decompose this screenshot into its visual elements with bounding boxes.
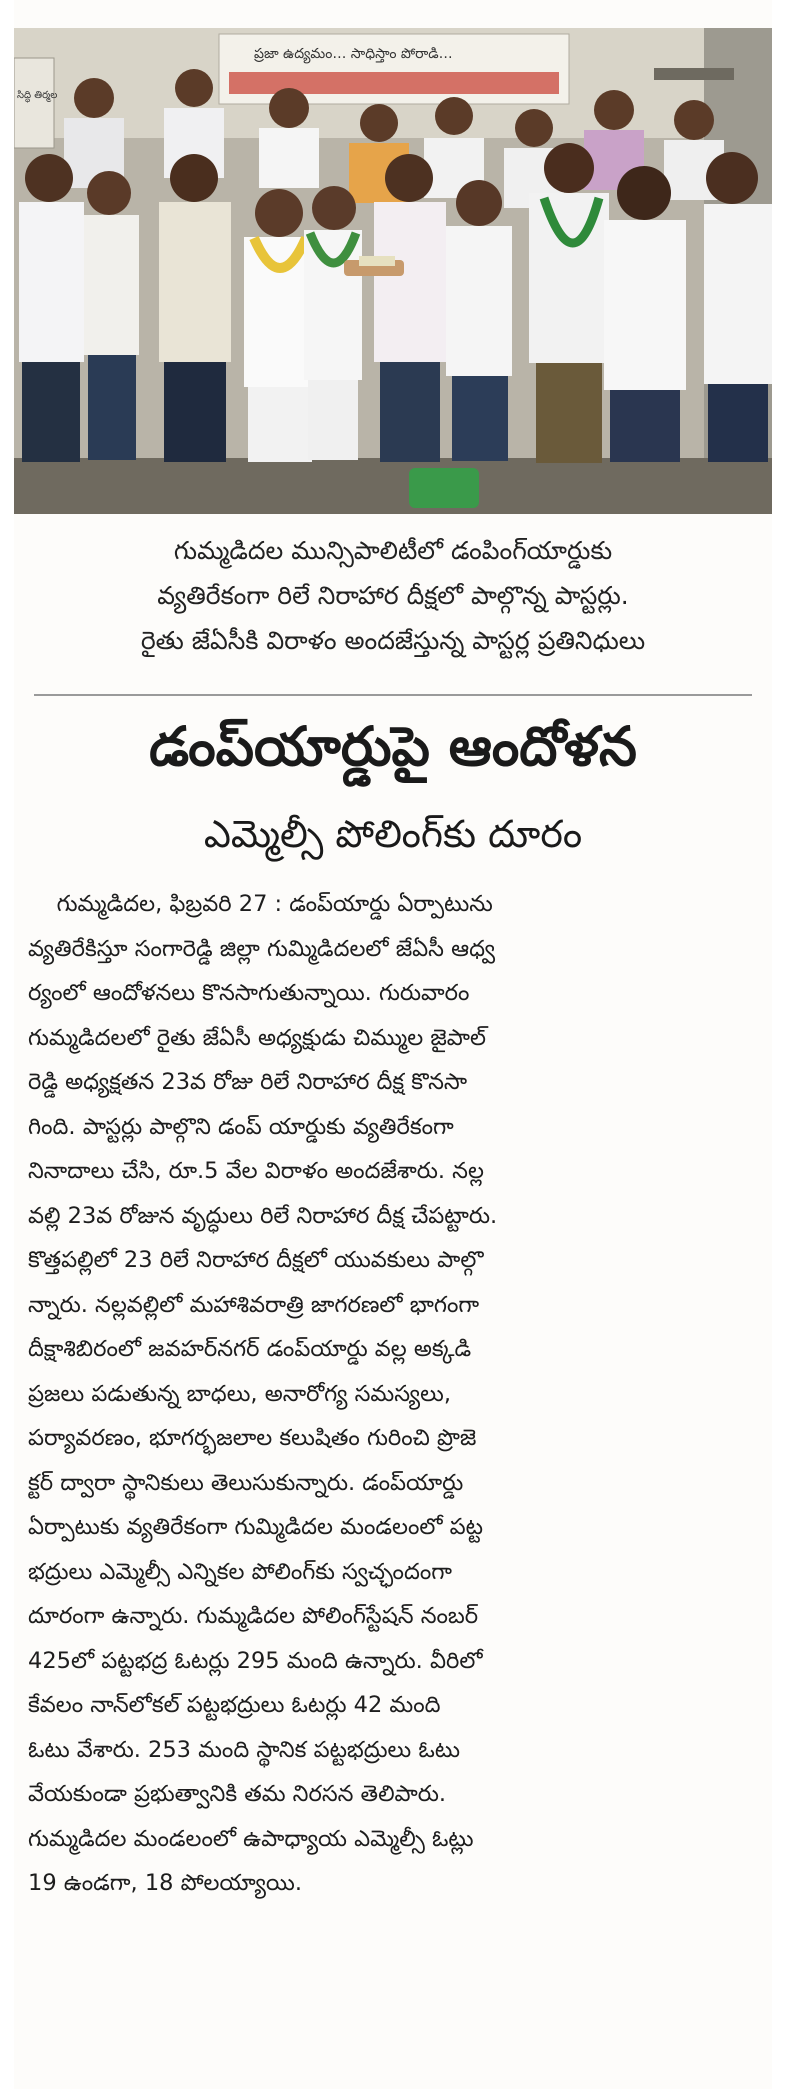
body-line: కేవలం నాన్‌లోకల్ పట్టభద్రులు ఓటర్లు 42 మంది	[28, 1692, 441, 1718]
body-line: ఏర్పాటుకు వ్యతిరేకంగా గుమ్మిడిదల మండలంలో పట్ట	[28, 1514, 484, 1540]
body-line: 425లో పట్టభద్ర ఓటర్లు 295 మంది ఉన్నారు. వీరిలో	[28, 1647, 483, 1674]
body-line: గింది. పాస్టర్లు పాల్గొని డంప్ యార్డుకు వ్యతిరేకంగా	[28, 1113, 454, 1140]
protest-banner	[219, 34, 569, 104]
body-line: వల్లి 23వ రోజున వృద్ధులు రిలే నిరాహార దీక్ష చేపట్టారు.	[28, 1202, 498, 1229]
article-headline: డంప్‌యార్డుపై ఆందోళన	[149, 715, 637, 778]
caption-line: వ్యతిరేకంగా రిలే నిరాహార దీక్షలో పాల్గొన్న పాస్టర్లు.	[157, 581, 629, 610]
body-line: పర్యావరణం, భూగర్భజలాల కలుషితం గురించి ప్రొజె	[28, 1425, 477, 1451]
caption-line: రైతు జేఏసీకి విరాళం అందజేస్తున్న పాస్టర్ల ప్రతినిధులు	[140, 626, 646, 655]
body-line: కొత్తపల్లిలో 23 రిలే నిరాహార దీక్షలో యువకులు పాల్గొ	[28, 1247, 484, 1273]
article-subheadline: ఎమ్మెల్సీ పోలింగ్‌కు దూరం	[203, 812, 583, 856]
article-body	[28, 882, 758, 1906]
photo-caption	[14, 528, 772, 663]
body-line: వేయకుండా ప్రభుత్వానికి తమ నిరసన తెలిపారు.	[28, 1781, 447, 1807]
news-photo	[14, 28, 772, 514]
body-line: రెడ్డి అధ్యక్షతన 23వ రోజు రిలే నిరాహార దీక్ష కొనసా	[28, 1069, 468, 1095]
caption-line: గుమ్మడిదల మున్సిపాలిటీలో డంపింగ్‌యార్డుకు	[173, 536, 613, 565]
body-line: నినాదాలు చేసి, రూ.5 వేల విరాళం అందజేశారు. నల్ల	[28, 1158, 484, 1184]
article-column	[14, 0, 772, 2089]
body-line: దూరంగా ఉన్నారు. గుమ్మడిదల పోలింగ్‌స్టేషన్ నంబర్	[28, 1603, 479, 1629]
body-line: దీక్షాశిబిరంలో జవహర్‌నగర్ డంప్‌యార్డు వల్ల అక్కడి	[28, 1336, 472, 1362]
body-line: గుమ్మడిదల మండలంలో ఉపాధ్యాయ ఎమ్మెల్సీ ఓట్లు	[28, 1825, 474, 1852]
body-line: క్టర్ ద్వారా స్థానికులు తెలుసుకున్నారు. డంప్‌యార్డు	[28, 1469, 464, 1496]
body-line: ర్యంలో ఆందోళనలు కొనసాగుతున్నాయి. గురువారం	[28, 980, 470, 1006]
side-sign	[14, 58, 57, 148]
side-sign-text: సిద్ధి తిర్మల	[17, 90, 58, 101]
body-line: 19 ఉండగా, 18 పోలయ్యాయి.	[28, 1870, 303, 1896]
body-line: గుమ్మడిదలలో రైతు జేఏసీ అధ్యక్షుడు చిమ్ముల జైపాల్	[28, 1024, 486, 1051]
body-line: వ్యతిరేకిస్తూ సంగారెడ్డి జిల్లా గుమ్మిడిదలలో జేఏసీ ఆధ్వ	[28, 935, 496, 962]
body-line: ఓటు వేశారు. 253 మంది స్థానిక పట్టభద్రులు ఓటు	[28, 1736, 460, 1763]
news-photo-illustration	[14, 28, 772, 514]
body-line: న్నారు. నల్లవల్లిలో మహాశివరాత్రి జాగరణలో భాగంగా	[28, 1291, 480, 1318]
body-line: భద్రులు ఎమ్మెల్సీ ఎన్నికల పోలింగ్‌కు స్వచ్ఛందంగా	[28, 1558, 452, 1585]
body-line: ప్రజలు పడుతున్న బాధలు, అనారోగ్య సమస్యలు,	[28, 1380, 451, 1407]
banner-text: ప్రజా ఉద్యమం… సాధిస్తాం పోరాడి…	[254, 46, 453, 62]
body-line: గుమ్మడిదల, ఫిబ్రవరి 27 : డంప్‌యార్డు ఏర్పాటును	[28, 891, 493, 917]
divider	[34, 694, 752, 696]
